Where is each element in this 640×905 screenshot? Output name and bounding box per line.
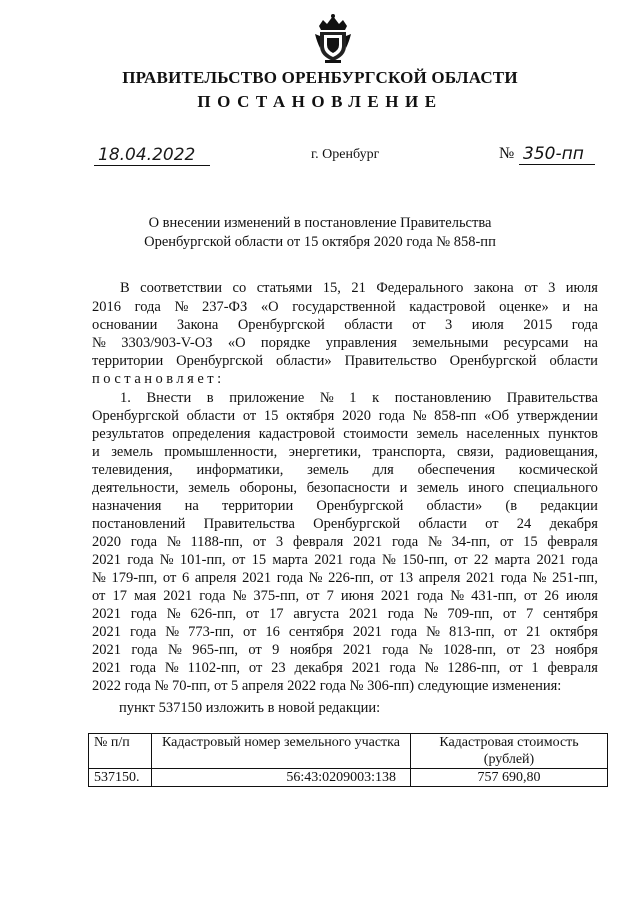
word: 101-пп, xyxy=(179,552,226,568)
word: № xyxy=(418,642,433,658)
word: года xyxy=(130,534,158,550)
word: 3 xyxy=(275,534,284,550)
word: Оренбургской xyxy=(313,516,401,532)
word: года xyxy=(390,624,418,640)
word: 2021 xyxy=(92,642,121,658)
word: области xyxy=(186,408,236,424)
word: года xyxy=(349,552,376,568)
word: области xyxy=(344,317,393,333)
word: № xyxy=(532,570,547,586)
word: июля xyxy=(471,317,504,333)
body-line xyxy=(120,389,598,407)
word: от xyxy=(306,588,320,604)
word: земель xyxy=(416,426,459,442)
word: года xyxy=(571,317,598,333)
word: 22 xyxy=(473,552,489,568)
word: Оренбургской xyxy=(237,317,325,333)
word: марта xyxy=(494,552,531,568)
document-number: 350-пп xyxy=(519,144,595,165)
word: приложение xyxy=(229,390,305,406)
word: 858-пп xyxy=(434,408,477,424)
word: ресурсами xyxy=(503,335,569,351)
word: от xyxy=(485,516,499,532)
word: от xyxy=(412,317,426,333)
word: от xyxy=(162,570,177,586)
body-line xyxy=(92,334,598,352)
document-date: 18.04.2022 xyxy=(94,145,210,166)
body-line xyxy=(92,551,598,569)
word: Правительство xyxy=(344,353,437,369)
table-intro: пункт 537150 изложить в новой редакции: xyxy=(119,700,381,716)
word: от xyxy=(92,588,106,604)
word: года xyxy=(389,660,416,676)
word: № xyxy=(319,390,334,406)
word: от xyxy=(509,660,523,676)
word: 2021 xyxy=(92,606,121,622)
word: года xyxy=(391,534,419,550)
word: 3303/903-V-ОЗ xyxy=(121,335,213,351)
word: года xyxy=(130,624,157,640)
column-header: Кадастровая стоимость (рублей) xyxy=(411,734,608,769)
word: 226-пп, xyxy=(328,570,374,586)
word: 16 xyxy=(265,624,280,640)
word: ноября xyxy=(289,642,333,658)
word: в xyxy=(206,390,214,406)
body-line xyxy=(92,316,598,334)
word: от xyxy=(524,280,538,296)
word: от xyxy=(231,552,246,568)
word: территории xyxy=(92,353,164,369)
word: года xyxy=(500,570,527,586)
word: от xyxy=(454,552,468,568)
word: 965-пп, xyxy=(192,642,238,658)
coat-of-arms-icon xyxy=(313,12,353,64)
word: октября xyxy=(549,624,598,640)
word: № xyxy=(164,660,179,676)
government-title: ПРАВИТЕЛЬСТВО ОРЕНБУРГСКОЙ ОБЛАСТИ xyxy=(122,68,518,87)
word: декабря xyxy=(294,660,343,676)
word: года xyxy=(130,606,157,622)
word: области xyxy=(549,353,598,369)
word: 1102-пп, xyxy=(187,660,241,676)
word: 23 xyxy=(530,642,545,658)
word: 251-пп, xyxy=(552,570,598,586)
word: года xyxy=(382,642,409,658)
word: июля xyxy=(565,280,598,296)
body-line: постановляет: xyxy=(92,371,225,387)
body-line xyxy=(92,425,598,443)
word: 26 xyxy=(544,588,559,604)
body-line xyxy=(92,497,598,515)
word: № xyxy=(427,534,442,550)
word: № xyxy=(426,624,440,640)
word: от xyxy=(248,642,262,658)
word: № xyxy=(382,552,396,568)
word: 375-пп, xyxy=(253,588,300,604)
word: Федерального xyxy=(376,280,464,296)
word: редакции xyxy=(540,498,598,514)
word: 7 xyxy=(326,588,334,604)
word: 773-пп, xyxy=(188,624,234,640)
word: пунктов xyxy=(548,426,598,442)
word: территории xyxy=(222,498,294,514)
word: от xyxy=(248,660,263,676)
word: года xyxy=(199,588,226,604)
word: апреля xyxy=(418,570,461,586)
body-line xyxy=(92,533,598,551)
table-cell: 56:43:0209003:138 xyxy=(152,769,411,787)
body-line xyxy=(92,623,598,641)
word: управления xyxy=(325,335,397,351)
word: от xyxy=(506,642,520,658)
word: 237-ФЗ xyxy=(201,299,248,315)
body-line xyxy=(92,515,598,533)
word: февраля xyxy=(292,534,344,550)
word: кадастровой xyxy=(409,299,486,315)
word: 2021 xyxy=(536,552,566,568)
word: Оренбургской xyxy=(316,498,404,514)
word: № xyxy=(92,570,106,586)
word: от xyxy=(523,588,538,604)
word: порядке xyxy=(260,335,311,351)
word: года xyxy=(131,642,158,658)
body-line xyxy=(120,279,598,297)
word: промышленности, xyxy=(164,444,278,460)
word: земель xyxy=(111,444,153,460)
word: области» xyxy=(426,498,483,514)
word: «Об xyxy=(483,408,510,424)
word: (в xyxy=(505,498,518,514)
word: телевидения, xyxy=(92,462,173,478)
table-row xyxy=(89,769,608,787)
word: результатов xyxy=(92,426,165,442)
word: мая xyxy=(133,588,157,604)
word: 2021 xyxy=(314,552,344,568)
word: года xyxy=(134,299,161,315)
table-cell: 757 690,80 xyxy=(411,769,608,787)
body-line xyxy=(92,479,598,497)
word: 1. xyxy=(120,390,131,406)
body-line xyxy=(92,298,598,316)
word: сентября xyxy=(543,606,598,622)
word: № xyxy=(308,570,323,586)
word: специального xyxy=(513,480,598,496)
word: 15 xyxy=(523,534,538,550)
word: Правительства xyxy=(506,390,598,406)
word: транспорта, xyxy=(372,444,446,460)
word: для xyxy=(372,462,394,478)
word: и xyxy=(92,444,100,460)
word: со xyxy=(232,280,247,296)
word: № xyxy=(174,299,189,315)
word: 6 xyxy=(181,570,190,586)
word: апреля xyxy=(194,570,237,586)
word: 2021 xyxy=(242,570,272,586)
word: 2021 xyxy=(353,534,383,550)
word: августа xyxy=(293,606,340,622)
word: 813-пп, xyxy=(449,624,495,640)
word: на xyxy=(583,335,598,351)
word: года xyxy=(129,660,157,676)
word: и xyxy=(399,480,408,496)
word: 2021 xyxy=(348,606,378,622)
word: сентября xyxy=(288,624,344,640)
word: связи, xyxy=(456,444,494,460)
word: 13 xyxy=(398,570,414,586)
word: 34-пп, xyxy=(451,534,491,550)
word: закона xyxy=(473,280,514,296)
word: «О xyxy=(227,335,246,351)
word: года xyxy=(276,570,304,586)
word: 21 xyxy=(526,624,541,640)
word: статьями xyxy=(256,280,313,296)
document-subject xyxy=(0,214,640,252)
word: Закона xyxy=(176,317,219,333)
word: от xyxy=(379,570,393,586)
word: от xyxy=(245,606,260,622)
word: октября xyxy=(286,408,335,424)
word: стоимости xyxy=(343,426,409,442)
word: 431-пп, xyxy=(471,588,517,604)
word: 709-пп, xyxy=(447,606,494,622)
word: кадастровой xyxy=(258,426,336,442)
word: назначения xyxy=(92,498,162,514)
word: соответствии xyxy=(140,280,223,296)
word: от xyxy=(503,624,518,640)
word: постановлению xyxy=(394,390,492,406)
word: № xyxy=(159,552,174,568)
word: земель xyxy=(188,480,230,496)
word: года xyxy=(571,552,598,568)
word: года xyxy=(387,606,414,622)
word: № xyxy=(166,606,181,622)
word: государственной xyxy=(292,299,396,315)
word: 15, xyxy=(322,280,341,296)
body-line xyxy=(92,443,598,461)
word: земель xyxy=(307,462,349,478)
word: ноября xyxy=(555,642,598,658)
word: деятельности, xyxy=(92,480,179,496)
word: № xyxy=(168,642,182,658)
word: области» xyxy=(275,353,332,369)
word: безопасности xyxy=(306,480,390,496)
word: года xyxy=(416,588,444,604)
column-header: Кадастровый номер земельного участка xyxy=(152,734,411,769)
word: области xyxy=(418,516,467,532)
word: 2021 xyxy=(92,624,121,640)
word: № xyxy=(424,660,439,676)
word: 1028-пп, xyxy=(443,642,497,658)
document-city: г. Оренбург xyxy=(311,147,380,162)
word: 3 xyxy=(548,280,556,296)
word: 1 xyxy=(349,390,357,406)
word: от xyxy=(242,408,257,424)
body-line xyxy=(92,587,598,605)
word: 2021 xyxy=(351,660,381,676)
body-line: 2022 года № 70-пп, от 5 апреля 2022 года № 306-пп) следующие изменения: xyxy=(92,678,562,694)
word: Оренбургской xyxy=(449,353,537,369)
word: населенных xyxy=(466,426,540,442)
table-header-row xyxy=(89,734,608,769)
word: 1286-пп, xyxy=(447,660,501,676)
word: 2021 xyxy=(466,570,496,586)
word: года xyxy=(378,408,405,424)
word: 21 xyxy=(351,280,366,296)
word: февраля xyxy=(547,660,598,676)
word: земельными xyxy=(412,335,489,351)
body-line xyxy=(92,641,598,659)
word: 9 xyxy=(272,642,280,658)
word: 150-пп, xyxy=(402,552,448,568)
word: Оренбургской xyxy=(176,353,264,369)
word: 7 xyxy=(526,606,534,622)
word: от xyxy=(499,534,514,550)
word: от xyxy=(502,606,517,622)
body-line xyxy=(92,461,598,479)
document-number-label: № xyxy=(499,145,515,162)
word: 2021 xyxy=(163,588,193,604)
word: № xyxy=(412,408,427,424)
word: от xyxy=(242,624,257,640)
word: и xyxy=(562,299,571,315)
word: 2016 xyxy=(92,299,121,315)
word: обеспечения xyxy=(417,462,496,478)
word: июня xyxy=(340,588,374,604)
word: февраля xyxy=(547,534,598,550)
word: от xyxy=(252,534,267,550)
word: 23 xyxy=(271,660,286,676)
word: В xyxy=(120,280,130,296)
word: июля xyxy=(565,588,598,604)
word: 1188-пп, xyxy=(190,534,243,550)
body-line xyxy=(92,605,598,623)
subject-line: О внесении изменений в постановление Правительства xyxy=(148,215,492,231)
word: № xyxy=(232,588,247,604)
cadastre-table xyxy=(88,733,608,787)
word: 2020 xyxy=(342,408,371,424)
word: № xyxy=(92,335,106,351)
word: 2021 xyxy=(342,642,372,658)
word: основании xyxy=(92,317,158,333)
word: 2020 xyxy=(92,534,121,550)
word: 2015 xyxy=(523,317,553,333)
word: 24 xyxy=(516,516,532,532)
word: 15 xyxy=(251,552,267,568)
word: оценке» xyxy=(499,299,549,315)
word: энергетики, xyxy=(288,444,362,460)
word: Правительства xyxy=(203,516,295,532)
word: 15 xyxy=(263,408,279,424)
word: определения xyxy=(172,426,251,442)
subject-line: Оренбургской области от 15 октября 2020 года № 858-пп xyxy=(144,234,496,250)
word: Внести xyxy=(146,390,192,406)
word: 179-пп, xyxy=(111,570,158,586)
word: постановлений xyxy=(92,516,186,532)
word: на xyxy=(583,299,598,315)
word: 2021 xyxy=(92,552,121,568)
word: на xyxy=(184,498,199,514)
body-line xyxy=(92,352,598,370)
body-line xyxy=(92,407,598,425)
word: утверждении xyxy=(516,408,598,424)
word: к xyxy=(372,390,380,406)
word: земель xyxy=(416,480,459,496)
word: 2021 xyxy=(380,588,410,604)
word: № xyxy=(423,606,438,622)
word: 1 xyxy=(531,660,539,676)
body-line xyxy=(92,659,598,677)
word: радиовещания, xyxy=(505,444,598,460)
word: 17 xyxy=(112,588,127,604)
word: № xyxy=(165,624,180,640)
column-header: № п/п xyxy=(89,734,152,769)
document-type: ПОСТАНОВЛЕНИЕ xyxy=(197,92,443,111)
table-cell: 537150. xyxy=(89,769,152,787)
word: 3 xyxy=(445,317,453,333)
word: № xyxy=(450,588,465,604)
word: декабря xyxy=(549,516,598,532)
word: иного xyxy=(468,480,504,496)
word: космической xyxy=(518,462,598,478)
word: года xyxy=(127,552,154,568)
word: марта xyxy=(272,552,308,568)
word: 2021 xyxy=(92,660,121,676)
word: обороны, xyxy=(239,480,298,496)
word: «О xyxy=(260,299,279,315)
word: 17 xyxy=(269,606,284,622)
word: 2021 xyxy=(352,624,382,640)
word: № xyxy=(166,534,181,550)
body-line xyxy=(92,569,598,587)
word: Оренбургской xyxy=(92,408,179,424)
word: 626-пп, xyxy=(190,606,237,622)
word: информатики, xyxy=(196,462,284,478)
